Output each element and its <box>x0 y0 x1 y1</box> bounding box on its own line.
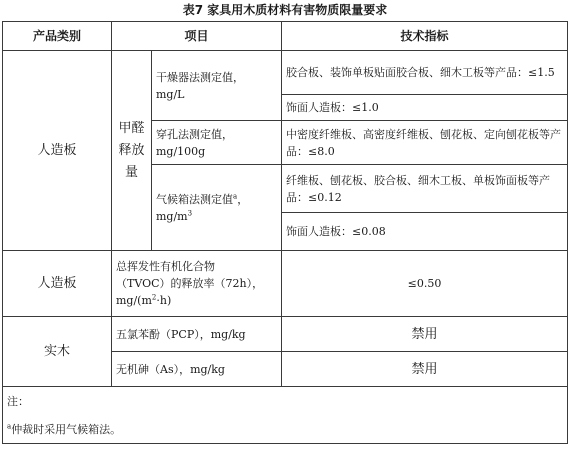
formaldehyde-label: 甲醛 释放 量 <box>112 51 152 251</box>
dryer-indicator-2: 饰面人造板：≤1.0 <box>282 95 568 121</box>
perforator-indicator: 中密度纤维板、高密度纤维板、刨花板、定向刨花板等产品：≤8.0 <box>282 121 568 165</box>
header-item: 项目 <box>112 22 282 51</box>
limits-table <box>2 21 568 444</box>
category-cell-wood: 实木 <box>3 317 112 387</box>
table-row <box>3 251 568 317</box>
table-row <box>3 51 568 95</box>
table-row <box>3 317 568 352</box>
pcp-item-cell: 五氯苯酚（PCP），mg/kg <box>112 317 282 352</box>
perforator-method-cell: 穿孔法测定值， mg/100g <box>152 121 282 165</box>
climate-method-cell: 气候箱法测定值$^a$， $mg/m^3$ <box>152 165 282 251</box>
climate-indicator-1: 纤维板、刨花板、胶合板、细木工板、单板饰面板等产品：≤0.12 <box>282 165 568 213</box>
dryer-method-cell: 干燥器法测定值， mg/L <box>152 51 282 121</box>
climate-indicator-2: 饰面人造板：≤0.08 <box>282 213 568 251</box>
arsenic-value: 禁用 <box>282 352 568 387</box>
header-indicator: 技术指标 <box>282 22 568 51</box>
arsenic-item-cell: 无机砷（As），mg/kg <box>112 352 282 387</box>
table-title: 表7 家具用木质材料有害物质限量要求 <box>182 3 388 17</box>
dryer-indicator-1: 胶合板、装饰单板贴面胶合板、细木工板等产品：≤1.5 <box>282 51 568 95</box>
header-category: 产品类别 <box>3 22 112 51</box>
pcp-value: 禁用 <box>282 317 568 352</box>
category-cell-2: 人造板 <box>3 251 112 317</box>
note-label: 注： <box>3 387 568 416</box>
category-cell: 人造板 <box>3 51 112 251</box>
footnote: $^a$仲裁时采用气候箱法。 <box>3 415 568 444</box>
header-row <box>3 22 568 51</box>
note-row <box>3 387 568 416</box>
tvoc-value: ≤0.50 <box>282 251 568 317</box>
tvoc-item-cell: 总挥发性有机化合物 （TVOC）的释放率（72h）， $mg/(m^2\cdot h)$ <box>112 251 282 317</box>
footnote-row <box>3 415 568 444</box>
